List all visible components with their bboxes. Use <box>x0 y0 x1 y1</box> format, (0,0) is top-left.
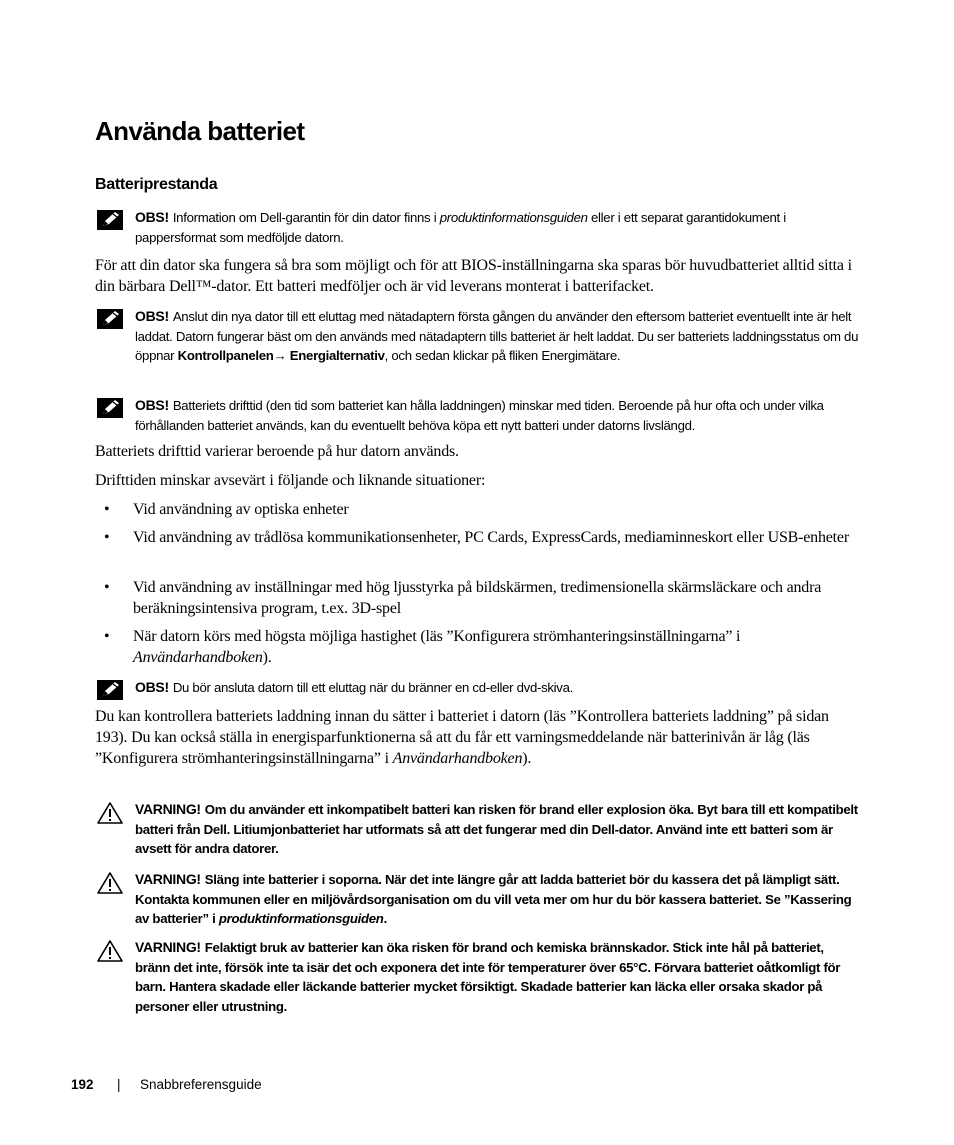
note-text: Du bör ansluta datorn till ett eluttag när du bränner en cd-eller dvd-skiva. <box>172 680 573 695</box>
warning-triangle-icon <box>97 872 123 894</box>
warning-text: Om du använder ett inkompatibelt batteri kan risken för brand eller explosion öka. Byt bara till ett kompatibelt batteri från Dell. Litiumjonbatteriet har utformats så att det fungerar med din Dell-dator. Använd inte ett batteri som är avsett för andra datorer. <box>135 802 858 857</box>
note-pencil-icon <box>97 680 123 700</box>
warning-text-end: . <box>383 911 387 927</box>
warning-text: Felaktigt bruk av batterier kan öka risken för brand och kemiska brännskador. Stick inte hål på batteriet, bränn det inte, försök inte ta isär det och exponera det inte för temperaturer över 65°C. Förvara batteriet oåtkomligt för barn. Hantera skadade eller läckande batterier mycket försiktigt. Skadade batterier kan läcka eller orsaka skador på personer eller utrustning. <box>135 940 841 1014</box>
paragraph-4: Du kan kontrollera batteriets laddning innan du sätter i batteriet i datorn (läs ”Kontrollera batteriets laddning” på sidan 193). Du kan också ställa in energisparfunktionerna så att du får ett varningsmeddelande när batterinivån är låg (läs ”Konfigurera strömhanteringsinställningarna” i Användarhandboken). <box>95 708 829 767</box>
paragraph-1: För att din dator ska fungera så bra som möjligt och för att BIOS-inställningarna ska sparas bör huvudbatteriet alltid sitta i din bärbara Dell™-dator. Ett batteri medföljer och är vid leverans monterat i batterifacket. <box>95 257 852 295</box>
footer-guide-name: Snabbreferensguide <box>140 1077 262 1092</box>
warning-2 <box>95 870 860 929</box>
note-pencil-icon <box>97 398 123 418</box>
footer-separator: | <box>117 1077 121 1092</box>
note-3 <box>95 396 860 435</box>
note-1 <box>95 208 860 247</box>
warning-label: VARNING! <box>135 871 201 887</box>
list-item: • Vid användning av trådlösa kommunikationsenheter, PC Cards, ExpressCards, mediaminneskort eller USB-enheter <box>104 529 849 546</box>
warning-3 <box>95 938 860 1016</box>
note-label: OBS! <box>135 209 169 225</box>
note-label: OBS! <box>135 397 169 413</box>
note-text: Information om Dell-garantin för din dator finns i <box>172 210 440 225</box>
warning-text: Släng inte batterier i soporna. När det inte längre går att ladda batteriet bör du kassera det på lämpligt sätt. Kontakta kommunen eller en miljövårdsorganisation om du vill veta mer om hur du bör kassera batteriet. Se ”Kassering av batterier” i <box>135 872 852 927</box>
warning-label: VARNING! <box>135 939 201 955</box>
menu-path-power-options: Energialternativ <box>289 348 385 364</box>
note-4 <box>95 678 860 698</box>
warning-label: VARNING! <box>135 801 201 817</box>
warning-triangle-icon <box>97 802 123 824</box>
list-item: • Vid användning av inställningar med hög ljusstyrka på bildskärmen, tredimensionella skärmsläckare och andra beräkningsintensiva program, t.ex. 3D-spel <box>104 579 822 617</box>
list-item: • Vid användning av optiska enheter <box>104 501 349 518</box>
menu-path-control-panel: Kontrollpanelen <box>177 348 274 364</box>
menu-arrow: → <box>273 348 287 364</box>
page-number: 192 <box>71 1077 94 1092</box>
paragraph-3: Drifttiden minskar avsevärt i följande och liknande situationer: <box>95 472 486 489</box>
note-label: OBS! <box>135 679 169 695</box>
note-2 <box>95 307 860 366</box>
note-italic: produktinformationsguiden <box>439 210 588 225</box>
warning-1 <box>95 800 860 859</box>
paragraph-2: Batteriets drifttid varierar beroende på hur datorn används. <box>95 443 459 460</box>
warning-italic: produktinformationsguiden <box>218 911 384 927</box>
note-pencil-icon <box>97 210 123 230</box>
note-text: Anslut din nya dator till ett eluttag med nätadaptern första gången du använder den eftersom batteriet eventuellt inte är helt laddat. Datorn fungerar bäst om den används med nätadaptern tills batteriet är helt laddat. Du ser batteriets laddningsstatus om du öppnar <box>135 309 859 364</box>
note-text-end: , och sedan klickar på fliken Energimätare. <box>384 348 621 364</box>
list-item: • När datorn körs med högsta möjliga hastighet (läs ”Konfigurera strömhanteringsinställningarna” i Användarhandboken). <box>104 628 741 666</box>
note-text-end: eller i ett separat garantidokument i pappersformat som medföljde datorn. <box>135 210 786 245</box>
warning-triangle-icon <box>97 940 123 962</box>
page-title: Använda batteriet <box>95 116 305 146</box>
note-label: OBS! <box>135 308 169 324</box>
note-pencil-icon <box>97 309 123 329</box>
note-text: Batteriets drifttid (den tid som batteriet kan hålla laddningen) minskar med tiden. Beroende på hur ofta och under vilka förhållanden batteriet används, kan du eventuellt behöva köpa ett nytt batteri under datorns livslängd. <box>135 398 824 433</box>
section-heading: Batteriprestanda <box>95 176 218 193</box>
